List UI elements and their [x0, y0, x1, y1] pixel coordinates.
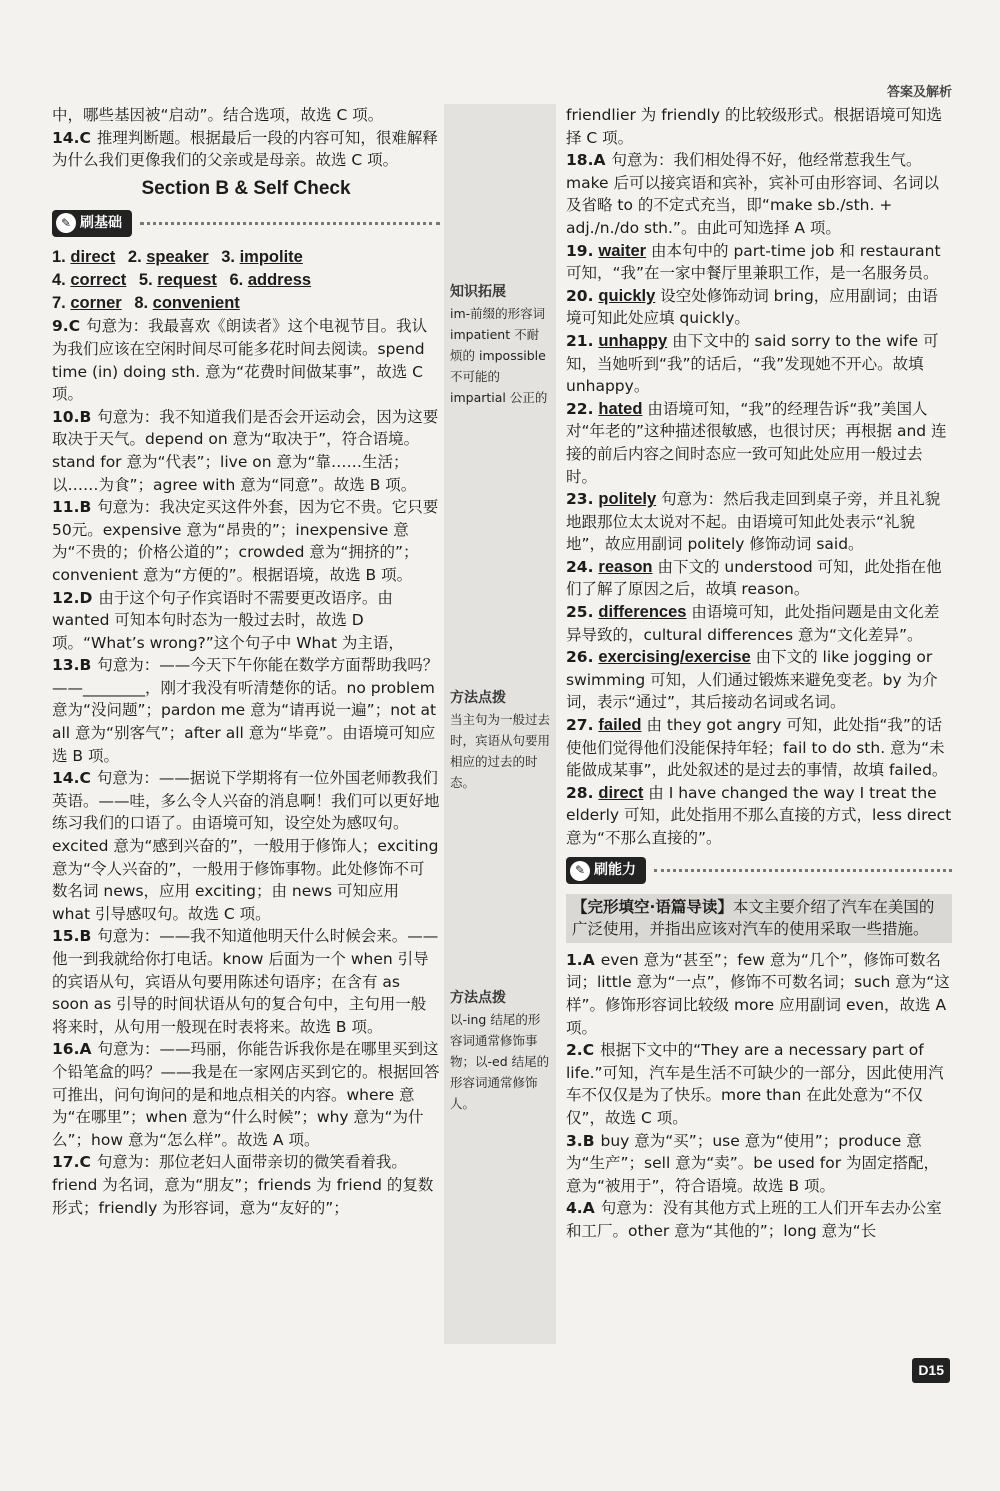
note-knowledge: 知识拓展 im-前缀的形容词 impatient 不耐烦的 impossible 不可能的 impartial 公正的: [450, 284, 548, 405]
right-column: [566, 104, 952, 1243]
item-25: 25. differences 由语境可知，此处指问题是由文化差异导致的，cultural differences 意为“文化差异”。: [566, 603, 940, 644]
note-method-1: 方法点拨 当主句为一般过去时，宾语从句要用相应的过去的时态。: [450, 690, 551, 790]
header-label: 答案及解析: [886, 85, 952, 100]
cloze-item-3: 3.B buy 意为“买”；use 意为“使用”；produce 意为“生产”；sell 意为“卖”。be used for 为固定搭配，意为“被用于”，符合语境。故选 B 项。: [566, 1131, 940, 1195]
item-15: 15.B 句意为：——我不知道他明天什么时候会来。——他一到我就给你打电话。know 后面为一个 when 引导的宾语从句，宾语从句要用陈述句语序；在含有 as soon as 引导的时间状语从句的复合句中，主句用一般将来时，从句用一般现在时表将来。故选 B 项。: [52, 927, 439, 1036]
cloze-item-2: 2.C 根据下文中的“They are a necessary part of life.”可知，汽车是生活不可缺少的一部分，因此使用汽车不仅仅是为了快乐。more than 在此处意为“不仅仅”，故选 C 项。: [566, 1041, 944, 1127]
item-24: 24. reason 由下文的 understood 可知，此处指在他们了解了原因之后，故填 reason。: [566, 557, 942, 599]
item-18: 18.A 句意为：我们相处得不好，他经常惹我生气。make 后可以接宾语和宾补，宾补可由形容词、名词以及省略 to 的不定式充当，即“make sb./sth. + adj./n./do sth.”。由此可知选择 A 项。: [566, 151, 939, 237]
item-10: 10.B 句意为：我不知道我们是否会开运动会，因为这要取决于天气。depend on 意为“取决于”，符合语境。stand for 意为“代表”；live on 意为“靠……生活；以……为食”；agree with 意为“同意”。故选 B 项。: [52, 407, 439, 494]
section-title: Section B & Self Check: [141, 177, 351, 199]
bar-ability: ✎ 刷能力: [566, 856, 952, 886]
item-19: 19. waiter 由本句中的 part-time job 和 restaurant 可知，“我”在一家中餐厅里兼职工作，是一名服务员。: [566, 241, 941, 283]
cloze-item-4: 4.A 句意为：没有其他方式上班的工人们开车去办公室和工厂。other 意为“其他的”；long 意为“长: [566, 1199, 942, 1240]
item-17: 17.C 句意为：那位老妇人面带亲切的微笑看着我。friend 为名词，意为“朋友”；friends 为 friend 的复数形式；friendly 为形容词，意为“友好的”；: [52, 1153, 434, 1217]
item-22: 22. hated 由语境可知，“我”的经理告诉“我”美国人对“年老的”这种描述很敏感，也很讨厌；再根据 and 连接的前后内容之间时态应一致可知此处应用一般过去时。: [566, 399, 947, 486]
item-14: 14.C 句意为：——据说下学期将有一位外国老师教我们英语。——哇，多么令人兴奋的消息啊！我们可以更好地练习我们的口语了。由语境可知，设空处为感叹句。excited 意为“感到兴奋的”，一般用于修饰人；exciting 意为“令人兴奋的”，一般用于修饰事物。此处修饰不可数名词 news，应用 exciting；由 news 可知应用 what 引导感叹句。故选 C 项。: [52, 769, 440, 923]
page-number: D15: [912, 1358, 950, 1383]
pencil-icon: ✎: [570, 861, 590, 881]
side-notes-column: [444, 104, 556, 1344]
item-28: 28. direct 由 I have changed the way I treat the elderly 可知，此处指用不那么直接的方式，less direct 意为“不那么直接的”。: [566, 783, 952, 847]
bar-basic: ✎ 刷基础: [52, 208, 440, 238]
item-16: 16.A 句意为：——玛丽，你能告诉我你是在哪里买到这个铅笔盒的吗？——我是在一家网店买到它的。根据回答可推出，问句询问的是和地点相关的内容。where 意为“在哪里”；when 意为“什么时候”；why 意为“为什么”；how 意为“怎么样”。故选 A 项。: [52, 1040, 440, 1149]
right-top-text: friendlier 为 friendly 的比较级形式。根据语境可知选择 C 项。: [566, 106, 942, 147]
pencil-icon: ✎: [56, 213, 76, 233]
left-top-line: 中，哪些基因被“启动”。结合选项，故选 C 项。: [52, 106, 384, 124]
note-method-2: 方法点拨 以-ing 结尾的形容词通常修饰事物；以-ed 结尾的形容词通常修饰人。: [450, 990, 550, 1111]
vocab-answers: 1. direct 2. speaker 3. impolite 4. correct 5. request 6. address 7. corner 8. convenient: [52, 248, 312, 313]
item-13: 13.B 句意为：——今天下午你能在数学方面帮助我吗？——________，刚才我没有听清楚你的话。no problem 意为“没问题”；pardon me 意为“请再说一遍”；not at all 意为“别客气”；after all 意为“毕竟”。由语境可知应选 B 项。: [52, 656, 439, 765]
item-23: 23. politely 句意为：然后我走回到桌子旁，并且礼貌地跟那位太太说对不起。由语境可知此处表示“礼貌地”，故应用副词 politely 修饰动词 said。: [566, 490, 941, 554]
item-12: 12.D 由于这个句子作宾语时不需要更改语序。由 wanted 可知本句时态为一般过去时，故选 D 项。“What’s wrong?”这个句子中 What 为主语，: [52, 588, 404, 652]
item-27: 27. failed 由 they got angry 可知，此处指“我”的话使他们觉得他们没能保持年轻；fail to do sth. 意为“未能做成某事”，此处叙述的是过去的事情，故填 failed。: [566, 716, 948, 780]
item-11: 11.B 句意为：我决定买这件外套，因为它不贵。它只要50元。expensive 意为“昂贵的”；inexpensive 意为“不贵的；价格公道的”；crowded 意为“拥挤的”；convenient 意为“方便的”。根据语境，故选 B 项。: [52, 498, 439, 584]
reading-guide: 【完形填空·语篇导读】本文主要介绍了汽车在美国的广泛使用，并指出应该对汽车的使用采取一些措施。: [566, 894, 952, 943]
item-26: 26. exercising/exercise 由下文的 like jogging or swimming 可知，人们通过锻炼来避免变老。by 为介词，表示“通过”，其后接动名词或名词。: [566, 648, 938, 712]
item-21: 21. unhappy 由下文中的 said sorry to the wife 可知，当她听到“我”的话后，“我”发现她不开心。故填 unhappy。: [566, 331, 939, 396]
item-20: 20. quickly 设空处修饰动词 bring，应用副词；由语境可知此处应填 quickly。: [566, 286, 938, 328]
left-column: [52, 104, 440, 1219]
item-9: 9.C 句意为：我最喜欢《朗读者》这个电视节目。我认为我们应该在空闲时间尽可能多花时间去阅读。spend time (in) doing sth. 意为“花费时间做某事”，故选 C 项。: [52, 317, 428, 404]
cloze-item-1: 1.A even 意为“甚至”；few 意为“几个”，修饰可数名词；little 意为“一点”，修饰不可数名词；such 意为“这样”。修饰形容词比较级 more 应用副词 even，故选 A 项。: [566, 950, 950, 1037]
item-14a: 14.C 推理判断题。根据最后一段的内容可知，很难解释为什么我们更像我们的父亲或是母亲。故选 C 项。: [52, 128, 438, 170]
